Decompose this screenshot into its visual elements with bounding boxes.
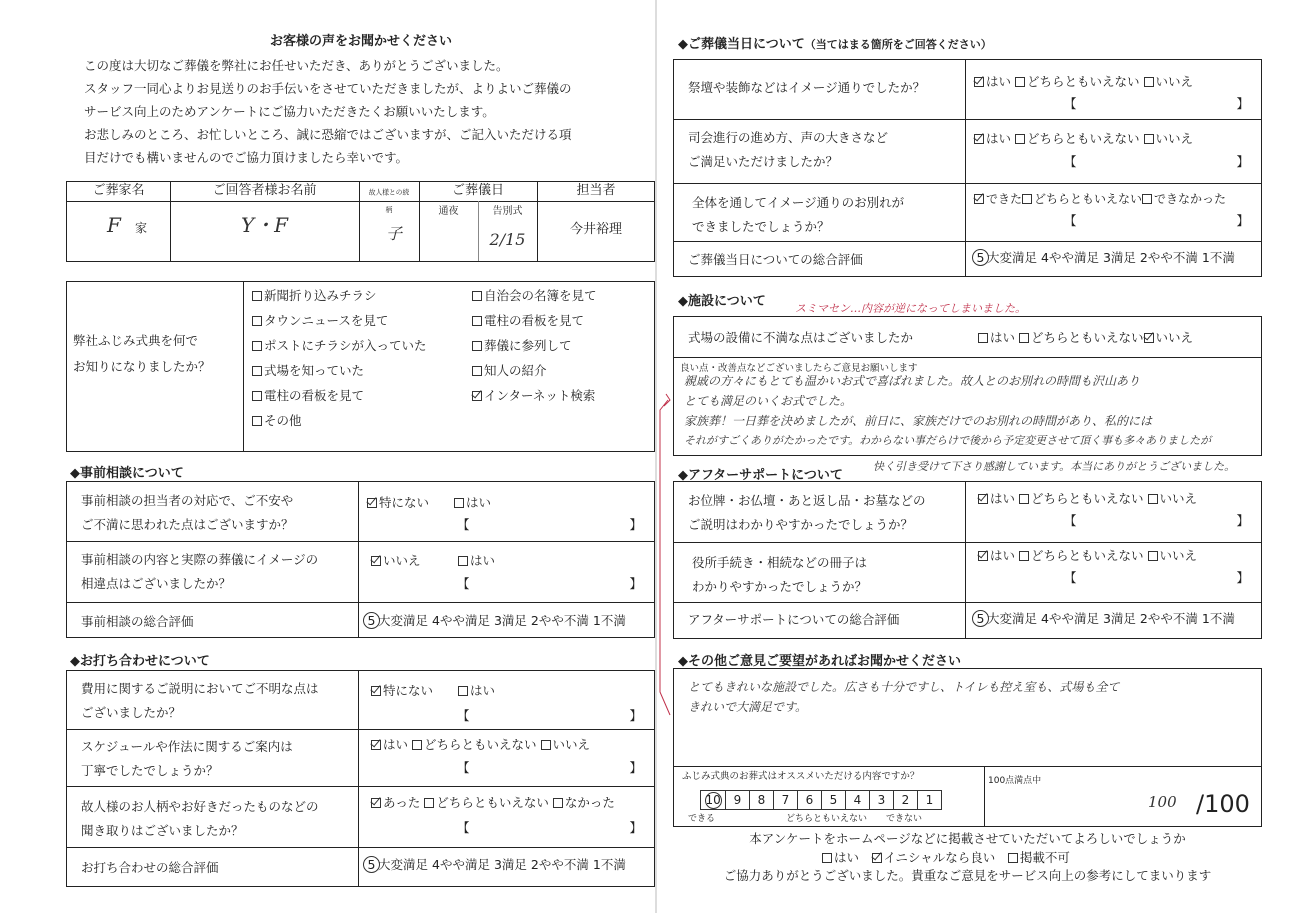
checkbox[interactable]	[553, 798, 563, 808]
after-q2-answers: はい どちらともいえない いいえ	[978, 545, 1197, 567]
checkbox[interactable]	[1142, 194, 1152, 204]
footer-answers: はい イニシャルなら良い 掲載不可	[822, 848, 1070, 866]
uchiawase-q1-bracket: 【 】	[457, 708, 643, 723]
checkbox[interactable]	[1019, 551, 1029, 561]
shisetsu-heading: ◆施設について	[678, 294, 766, 309]
shisetsu-comment-label: 良い点・改善点などございましたらご意見お願いします	[680, 363, 918, 374]
other-comment: とてもきれいな施設でした。広さも十分ですし、トイレも控え室も、式場も全て きれいで大満足です。	[688, 680, 1120, 714]
source-option[interactable]: インターネット検索	[472, 385, 595, 407]
shisetsu-q1-answers: はい どちらともいえない いいえ	[978, 327, 1193, 349]
info-table	[66, 181, 655, 262]
after-note: 快く引き受けて下さり感謝しています。本当にありがとうございました。	[873, 460, 1236, 473]
rating-selected[interactable]: 5	[972, 610, 989, 627]
scale-cell[interactable]: 6	[797, 791, 821, 809]
checkbox[interactable]	[252, 416, 262, 426]
checkbox-checked[interactable]	[1144, 333, 1154, 343]
shisetsu-q1: 式場の設備に不満な点はございましたか	[688, 330, 914, 345]
scale-cell[interactable]: 2	[893, 791, 917, 809]
rating-selected[interactable]: 5	[363, 856, 380, 873]
checkbox[interactable]	[252, 391, 262, 401]
rating-selected[interactable]: 5	[363, 612, 380, 629]
toujitsu-heading: ◆ご葬儀当日について（当てはまる箇所をご回答ください）	[678, 37, 992, 52]
footer-thanks: ご協力ありがとうございました。貴重なご意見をサービス向上の参考にしてまいります	[723, 868, 1212, 883]
scale-cell[interactable]: 9	[725, 791, 749, 809]
staff-header: 担当者	[576, 183, 616, 198]
other-heading: ◆その他ご意見ご要望があればお聞かせください	[678, 654, 961, 669]
source-question: 弊社ふじみ式典を何で お知りになりましたか？	[73, 333, 211, 374]
toujitsu-q3-answers: できた どちらともいえない できなかった	[974, 188, 1226, 210]
shisetsu-comment: 親戚の方々にもとても温かいお式で喜ばれました。故人とのお別れの時間も沢山あり とても満足のいくお式でした。 家族葬！一日葬を決めましたが、前日に、家族だけでのお別れの時間があり、私的には それがすごくありがたかったです。わからない事だらけで後から予定変更させて頂く事も多々ありましたが	[684, 374, 1212, 447]
source-option[interactable]: 電柱の看板を見て	[472, 310, 584, 332]
jizen-q1-bracket: 【 】	[457, 517, 643, 532]
source-option[interactable]: 新聞折り込みチラシ	[252, 285, 377, 307]
checkbox[interactable]	[252, 366, 262, 376]
other-table	[673, 668, 1262, 827]
uchiawase-q1-answers: 特にない はい	[371, 680, 495, 702]
toujitsu-q4: ご葬儀当日についての総合評価	[688, 252, 863, 267]
jizen-q2-answers: いいえ はい	[371, 550, 495, 572]
intro-text: この度は大切なご葬儀を弊社にお任せいただき、ありがとうございました。 スタッフ一同心よりお見送りのお手伝いをさせていただきましたが、よりよいご葬儀の サービス向上のためアンケートにご協力いただきたくお願いいたします。 お悲しみのところ、お忙しいところ、誠に恐縮ではございますが、ご記入いただける項 目だけでも構いませんのでご協力頂けましたら幸いです。	[84, 58, 572, 165]
checkbox[interactable]	[1019, 494, 1029, 504]
kokubetsu-value: 2/15	[489, 230, 526, 249]
uchiawase-q4: お打ち合わせの総合評価	[81, 860, 219, 875]
uchiawase-table	[66, 670, 655, 887]
checkbox[interactable]	[252, 291, 262, 301]
recommend-scale	[700, 790, 942, 810]
source-option[interactable]: 式場を知っていた	[252, 360, 364, 382]
checkbox[interactable]	[252, 341, 262, 351]
uchiawase-q3-bracket: 【 】	[457, 820, 643, 835]
jizen-heading: ◆事前相談について	[70, 466, 184, 481]
date-header: ご葬儀日	[451, 183, 504, 198]
checkbox-checked[interactable]	[974, 77, 984, 87]
toujitsu-q2-answers: はい どちらともいえない いいえ	[974, 128, 1193, 150]
checkbox[interactable]	[472, 366, 482, 376]
checkbox[interactable]	[1015, 134, 1025, 144]
scale-right-label: できない	[886, 814, 923, 824]
toujitsu-rating: 5 大変満足 4やや満足 3満足 2やや不満 1不満	[972, 247, 1235, 269]
checkbox[interactable]	[1144, 77, 1154, 87]
scale-cell[interactable]: 5	[821, 791, 845, 809]
uchiawase-q1: 費用に関するご説明においてご不明な点は ございましたか？	[81, 681, 319, 720]
uchiawase-q2: スケジュールや作法に関するご案内は 丁寧でしたでしょうか？	[81, 739, 293, 778]
source-option[interactable]: 知人の紹介	[472, 360, 547, 382]
after-table	[673, 481, 1262, 639]
scale-left-label: できる	[688, 814, 716, 824]
recommend-label: ふじみ式典のお葬式はオススメいただける内容ですか？	[682, 771, 920, 782]
toujitsu-q2: 司会進行の進め方、声の大きさなど ご満足いただけましたか？	[688, 130, 889, 169]
shisetsu-table	[673, 316, 1262, 456]
checkbox-checked[interactable]	[367, 498, 377, 508]
checkbox-checked[interactable]	[371, 686, 381, 696]
checkbox-checked[interactable]	[371, 798, 381, 808]
jizen-q2-bracket: 【 】	[457, 576, 643, 591]
checkbox[interactable]	[472, 316, 482, 326]
after-q2: 役所手続き・相続などの冊子は わかりやすかったでしょうか？	[692, 555, 868, 594]
checkbox[interactable]	[1148, 494, 1158, 504]
checkbox-checked[interactable]	[974, 134, 984, 144]
toujitsu-q1-answers: はい どちらともいえない いいえ	[974, 71, 1193, 93]
toujitsu-q1-bracket: 【 】	[1064, 96, 1250, 111]
checkbox[interactable]	[541, 740, 551, 750]
source-question-box	[66, 281, 655, 452]
checkbox-checked[interactable]	[472, 391, 482, 401]
scale-cell[interactable]: 10	[705, 793, 721, 807]
after-q3: アフターサポートについての総合評価	[688, 612, 900, 627]
after-q1: お位牌・お仏壇・あと返し品・お墓などの ご説明はわかりやすかったでしょうか？	[688, 493, 926, 532]
footer-question: 本アンケートをホームページなどに掲載させていただいてよろしいでしょうか	[749, 831, 1186, 846]
source-option[interactable]: タウンニュースを見て	[252, 310, 388, 332]
jizen-q3: 事前相談の総合評価	[81, 614, 194, 629]
checkbox[interactable]	[1015, 77, 1025, 87]
staff-value: 今井裕理	[569, 222, 622, 237]
connector-arrow	[656, 380, 674, 720]
source-option[interactable]: 自治会の名簿を見て	[472, 285, 597, 307]
checkbox[interactable]	[454, 498, 464, 508]
after-q1-bracket: 【 】	[1064, 513, 1250, 528]
tsuya-header: 通夜	[438, 206, 459, 217]
checkbox[interactable]	[978, 333, 988, 343]
checkbox[interactable]	[1022, 194, 1032, 204]
uchiawase-q2-answers: はい どちらともいえない いいえ	[371, 734, 590, 756]
scale-cell[interactable]: 8	[749, 791, 773, 809]
rating-selected[interactable]: 5	[972, 249, 989, 266]
scale-cell[interactable]: 7	[773, 791, 797, 809]
source-option[interactable]: 電柱の看板を見て	[252, 385, 364, 407]
checkbox[interactable]	[252, 316, 262, 326]
source-option[interactable]: 葬儀に参列して	[472, 335, 572, 357]
toujitsu-q1: 祭壇や装飾などはイメージ通りでしたか？	[688, 80, 926, 95]
source-option[interactable]: その他	[252, 410, 302, 432]
scale-cell[interactable]: 1	[917, 791, 941, 809]
jizen-q2: 事前相談の内容と実際の葬儀にイメージの 相違点はございましたか？	[81, 552, 319, 591]
checkbox-checked[interactable]	[974, 194, 984, 204]
score-max: /100	[1196, 790, 1250, 818]
scale-cell[interactable]: 3	[869, 791, 893, 809]
toujitsu-table	[673, 59, 1262, 277]
kokubetsu-header: 告別式	[492, 206, 523, 217]
checkbox-checked[interactable]	[371, 556, 381, 566]
score-label: 100点満点中	[988, 776, 1042, 786]
family-suffix: 家	[135, 221, 148, 235]
toujitsu-q3: 全体を通してイメージ通りのお別れが できましたでしょうか？	[692, 195, 905, 234]
checkbox[interactable]	[1008, 853, 1018, 863]
checkbox-checked[interactable]	[371, 740, 381, 750]
family-header: ご葬家名	[92, 183, 145, 198]
uchiawase-heading: ◆お打ち合わせについて	[70, 654, 210, 669]
relation-header: 故人様との続柄	[368, 189, 410, 214]
scale-mid-label: どちらともいえない	[786, 814, 868, 824]
checkbox-checked[interactable]	[978, 551, 988, 561]
after-heading: ◆アフターサポートについて	[678, 468, 843, 483]
family-value: F	[107, 213, 121, 237]
scale-cell[interactable]: 4	[845, 791, 869, 809]
jizen-q1-answers: 特にない はい	[367, 492, 491, 514]
toujitsu-q2-bracket: 【 】	[1064, 154, 1250, 169]
after-q2-bracket: 【 】	[1064, 570, 1250, 585]
after-rating: 5 大変満足 4やや満足 3満足 2やや不満 1不満	[972, 608, 1235, 630]
jizen-q1: 事前相談の担当者の対応で、ご不安や ご不満に思われた点はございますか？	[81, 493, 294, 532]
shisetsu-red-note: スミマセン…内容が逆になってしまいました。	[795, 302, 1026, 315]
relation-value: 子	[385, 224, 402, 243]
score-value: 100	[1148, 793, 1177, 811]
checkbox[interactable]	[458, 556, 468, 566]
name-value: Y・F	[240, 213, 289, 237]
checkbox[interactable]	[458, 686, 468, 696]
checkbox[interactable]	[424, 798, 434, 808]
checkbox-checked[interactable]	[872, 853, 882, 863]
uchiawase-q2-bracket: 【 】	[457, 760, 643, 775]
name-header: ご回答者様お名前	[212, 183, 317, 198]
checkbox[interactable]	[1148, 551, 1158, 561]
checkbox-checked[interactable]	[978, 494, 988, 504]
checkbox[interactable]	[1019, 333, 1029, 343]
page-title: お客様の声をお聞かせください	[269, 34, 452, 49]
jizen-rating: 5 大変満足 4やや満足 3満足 2やや不満 1不満	[363, 610, 626, 632]
uchiawase-q3-answers: あった どちらともいえない なかった	[371, 792, 615, 814]
checkbox[interactable]	[1144, 134, 1154, 144]
jizen-table	[66, 481, 655, 638]
after-q1-answers: はい どちらともいえない いいえ	[978, 488, 1197, 510]
checkbox[interactable]	[472, 291, 482, 301]
toujitsu-q3-bracket: 【 】	[1064, 213, 1250, 228]
uchiawase-rating: 5 大変満足 4やや満足 3満足 2やや不満 1不満	[363, 854, 626, 876]
checkbox[interactable]	[822, 853, 832, 863]
checkbox[interactable]	[472, 341, 482, 351]
source-option[interactable]: ポストにチラシが入っていた	[252, 335, 427, 357]
checkbox[interactable]	[412, 740, 422, 750]
uchiawase-q3: 故人様のお人柄やお好きだったものなどの 聞き取りはございましたか？	[81, 799, 319, 838]
